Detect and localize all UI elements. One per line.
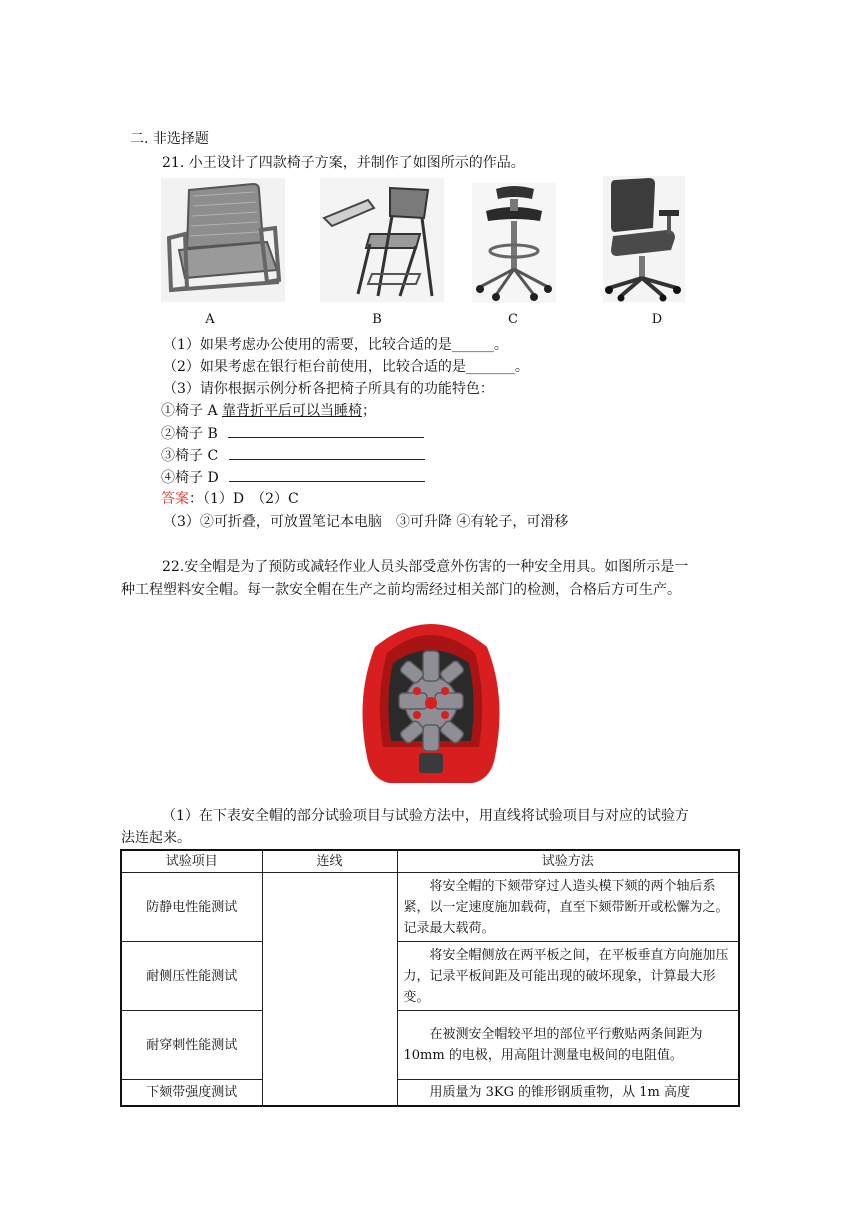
section-title: 二. 非选择题: [130, 131, 209, 147]
q22-para2: 种工程塑料安全帽。每一款安全帽在生产之前均需经过相关部门的检测，合格后方可生产。: [121, 582, 681, 598]
test-method: [397, 942, 739, 1011]
example-answer: 靠背折平后可以当睡椅: [222, 403, 363, 419]
q21-example: [161, 401, 376, 421]
test-method: [397, 873, 739, 942]
q21-line-c: [161, 445, 425, 466]
answer-line1: ：（1）D （2）C: [189, 491, 299, 507]
test-item: 防静电性能测试: [121, 873, 262, 942]
line-b-blank: [228, 423, 424, 438]
chair-a-caption: A: [205, 312, 215, 327]
q21-answer: [161, 489, 299, 509]
chair-d-image: [603, 176, 685, 302]
q21-stem: 21. 小王设计了四款椅子方案，并制作了如图所示的作品。: [162, 155, 525, 171]
test-table: [120, 849, 740, 1107]
header-connect: 连线: [262, 850, 397, 873]
answer-label: 答案: [161, 491, 189, 507]
q22-para1: 22.安全帽是为了预防或减轻作业人员头部受意外伤害的一种安全用具。如图所示是一: [162, 559, 689, 575]
helmet-image: [357, 607, 505, 789]
test-method-text: 将安全帽侧放在两平板之间，在平板垂直方向施加压力，记录平板间距及可能出现的破坏现象，计算最大形变。: [403, 947, 729, 1005]
connect-area[interactable]: [262, 873, 397, 1107]
chair-c-caption: C: [508, 312, 518, 327]
line-c-blank: [229, 445, 425, 460]
chair-b-image: [320, 178, 444, 302]
chair-d-caption: D: [651, 312, 663, 327]
test-item: 耐穿刺性能测试: [121, 1011, 262, 1080]
example-suffix: ；: [362, 403, 377, 419]
q21-line-d: [161, 467, 425, 488]
q21-sub1: （1）如果考虑办公使用的需要，比较合适的是______。: [163, 337, 508, 353]
header-method: 试验方法: [397, 850, 739, 873]
line-c-label: ③椅子 C: [161, 448, 219, 464]
test-method-text: 将安全帽的下颏带穿过人造头模下颏的两个轴后系紧，以一定速度施加载荷，直至下颏带断开或松懈为之。记录最大载荷。: [403, 878, 729, 936]
chair-c-image: [472, 183, 556, 303]
chair-b-caption: B: [372, 312, 382, 327]
q22-sub1-line1: （1）在下表安全帽的部分试验项目与试验方法中，用直线将试验项目与对应的试验方: [162, 808, 689, 824]
example-prefix: ①椅子 A: [161, 403, 223, 419]
q21-sub2: （2）如果考虑在银行柜台前使用，比较合适的是_______。: [163, 359, 529, 375]
q21-line-b: [161, 423, 424, 444]
line-d-label: ④椅子 D: [161, 470, 219, 486]
test-method: [397, 1011, 739, 1080]
q21-sub3: （3）请你根据示例分析各把椅子所具有的功能特色：: [163, 381, 494, 397]
test-item: 耐侧压性能测试: [121, 942, 262, 1011]
q21-answer-line2: （3）②可折叠，可放置笔记本电脑 ③可升降 ④有轮子，可滑移: [163, 514, 569, 530]
test-method: [397, 1080, 739, 1107]
header-item: 试验项目: [121, 850, 262, 873]
chair-a-image: [161, 178, 285, 302]
line-d-blank: [229, 467, 425, 482]
q22-sub1-line2: 法连起来。: [121, 830, 191, 846]
test-item: 下颏带强度测试: [121, 1080, 262, 1107]
line-b-label: ②椅子 B: [161, 426, 218, 442]
test-method-text: 用质量为 3KG 的锥形钢质重物，从 1m 高度: [429, 1085, 690, 1100]
test-method-text: 在被测安全帽较平坦的部位平行敷贴两条间距为10mm 的电极，用高阻计测量电极间的电阻值。: [403, 1027, 703, 1063]
